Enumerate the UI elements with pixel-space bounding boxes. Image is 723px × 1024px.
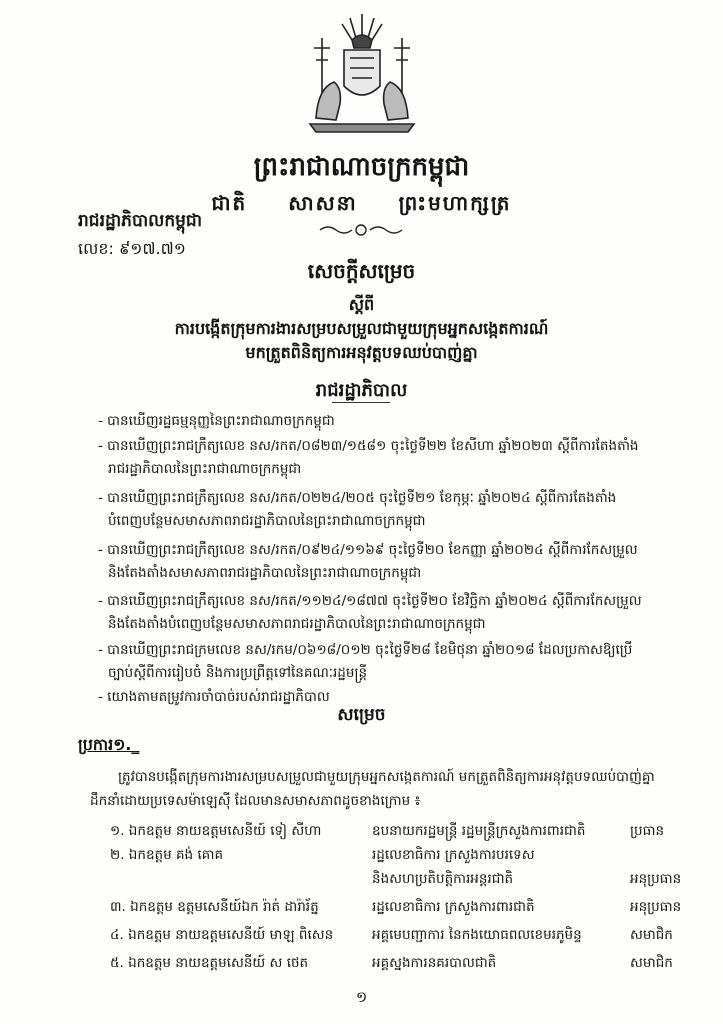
document-number: លេខ: ៩១៧.៧១	[78, 239, 186, 258]
member-name: ៣. ឯកឧត្ដម ឧត្ដមសេនីយ៍ឯក រ៉ាត់ ដារ៉ារ័ត្ន	[110, 899, 319, 915]
decides-heading: សម្រេច	[337, 705, 386, 725]
reference-line: បំពេញបន្ថែមសមាសភាពរាជរដ្ឋាភិបាលនៃព្រះរាជាណាចក្រកម្ពុជា	[108, 513, 426, 529]
subject-label: ស្ដីពី	[348, 295, 375, 314]
motto-religion: សាសនា	[288, 191, 358, 215]
reference-line: រាជរដ្ឋាភិបាលនៃព្រះរាជាណាចក្រកម្ពុជា	[108, 461, 302, 477]
subject-line-1: ការបង្កើតក្រុមការងារសម្របសម្រួលជាមួយក្រុមអ្នកសង្កេតការណ៍	[174, 319, 549, 338]
reference-line: ច្បាប់ស្ដីពីការរៀបចំ និងការប្រព្រឹត្តទៅនៃគណៈរដ្ឋមន្ត្រី	[108, 665, 368, 681]
article-1-text-line-1: ត្រូវបានបង្កើតក្រុមការងារសម្របសម្រួលជាមួយក្រុមអ្នកសង្កេតការណ៍ មកត្រួតពិនិត្យការអនុវត្តបទឈប់បាញ់គ្នា	[118, 769, 655, 785]
member-name: ១. ឯកឧត្ដម នាយឧត្ដមសេនីយ៍ ទៀ សីហា	[110, 823, 322, 839]
reference-line: និងតែងតាំងបំពេញបន្ថែមសមាសភាពរាជរដ្ឋាភិបាលនៃព្រះរាជាណាចក្រកម្ពុជា	[108, 616, 486, 632]
article-1-label: ប្រការ១._	[78, 735, 140, 754]
ornament-divider-icon	[318, 222, 404, 238]
member-name: ៤. ឯកឧត្ដម នាយឧត្ដមសេនីយ៍ មាឡ ពិសេន	[110, 927, 334, 943]
royal-coat-of-arms-icon	[296, 8, 428, 138]
motto-nation: ជាតិ	[211, 191, 248, 215]
page-number: ១	[355, 988, 368, 1006]
issuer-heading: រាជរដ្ឋាភិបាល	[315, 380, 408, 401]
reference-line: - បានឃើញព្រះរាជក្រឹត្យលេខ នស/រកត/០៩២៤/១១៦៩ ចុះថ្ងៃទី២០ ខែកញ្ញា ឆ្នាំ២០២៤ ស្ដីពីការកែសម្រួល	[98, 542, 638, 558]
reference-line: - យោងតាមតម្រូវការចាំបាច់របស់រាជរដ្ឋាភិបាល	[98, 689, 330, 705]
issuer-underline	[332, 402, 390, 403]
member-name: ២. ឯកឧត្ដម គង់ គោគ	[110, 847, 224, 863]
reference-line: - បានឃើញព្រះរាជក្រមលេខ នស/រកម/០៦១៨/០១២ ចុះថ្ងៃទី២៨ ខែមិថុនា ឆ្នាំ២០១៨ ដែលប្រកាសឱ្យប្រើ	[98, 642, 633, 658]
reference-line: - បានឃើញព្រះរាជក្រឹត្យលេខ នស/រកត/០៨២៣/១៥៨១ ចុះថ្ងៃទី២២ ខែសីហា ឆ្នាំ២០២៣ ស្ដីពីការតែងតាំង	[98, 438, 639, 454]
member-role: សមាជិក	[630, 927, 673, 943]
member-position: រដ្ឋលេខាធិការ ក្រសួងការពារជាតិ	[372, 899, 535, 915]
member-role: អនុប្រធាន	[630, 871, 682, 887]
reference-line: និងតែងតាំងសមាសភាពរាជរដ្ឋាភិបាលនៃព្រះរាជាណាចក្រកម្ពុជា	[108, 565, 422, 581]
decision-title: សេចក្ដីសម្រេច	[307, 259, 416, 283]
member-name: ៥. ឯកឧត្ដម នាយឧត្ដមសេនីយ៍ ស ថេត	[110, 955, 309, 971]
kingdom-heading: ព្រះរាជាណាចក្រកម្ពុជា	[253, 152, 470, 182]
member-position: ឧបនាយករដ្ឋមន្ត្រី រដ្ឋមន្ត្រីក្រសួងការពារជាតិ	[372, 823, 586, 839]
member-position-cont: និងសហប្រតិបត្តិការអន្តរជាតិ	[372, 871, 514, 887]
subject-line-2: មកត្រួតពិនិត្យការអនុវត្តបទឈប់បាញ់គ្នា	[245, 343, 478, 362]
member-role: សមាជិក	[630, 955, 673, 971]
article-1-text-line-2: ដឹកនាំដោយប្រទេសម៉ាឡេស៊ី ដែលមានសមាសភាពដូចខាងក្រោម ៖	[90, 793, 421, 809]
motto-king: ព្រះមហាក្សត្រ	[398, 191, 512, 215]
member-role: ប្រធាន	[630, 823, 665, 839]
government-label: រាជរដ្ឋាភិបាលកម្ពុជា	[78, 211, 203, 231]
member-position: អគ្គមេបញ្ជាការ នៃកងយោធពលខេមរភូមិន្ទ	[372, 927, 582, 943]
member-position: រដ្ឋលេខាធិការ ក្រសួងការបរទេស	[372, 847, 535, 863]
reference-line: - បានឃើញព្រះរាជក្រឹត្យលេខ នស/រកត/០២២៤/២០៥ ចុះថ្ងៃទី២១ ខែកុម្ភៈ ឆ្នាំ២០២៤ ស្ដីពីការតែងតាំង	[98, 490, 617, 506]
reference-line: - បានឃើញព្រះរាជក្រឹត្យលេខ នស/រកត/១១២៤/១៨៧៧ ចុះថ្ងៃទី២០ ខែវិច្ឆិកា ឆ្នាំ២០២៤ ស្ដីពីការកែសម្រួល	[98, 593, 642, 609]
member-position: អគ្គស្នងការនគរបាលជាតិ	[372, 955, 497, 971]
reference-line: - បានឃើញរដ្ឋធម្មនុញ្ញនៃព្រះរាជាណាចក្រកម្ពុជា	[98, 413, 335, 429]
member-role: អនុប្រធាន	[630, 899, 682, 915]
